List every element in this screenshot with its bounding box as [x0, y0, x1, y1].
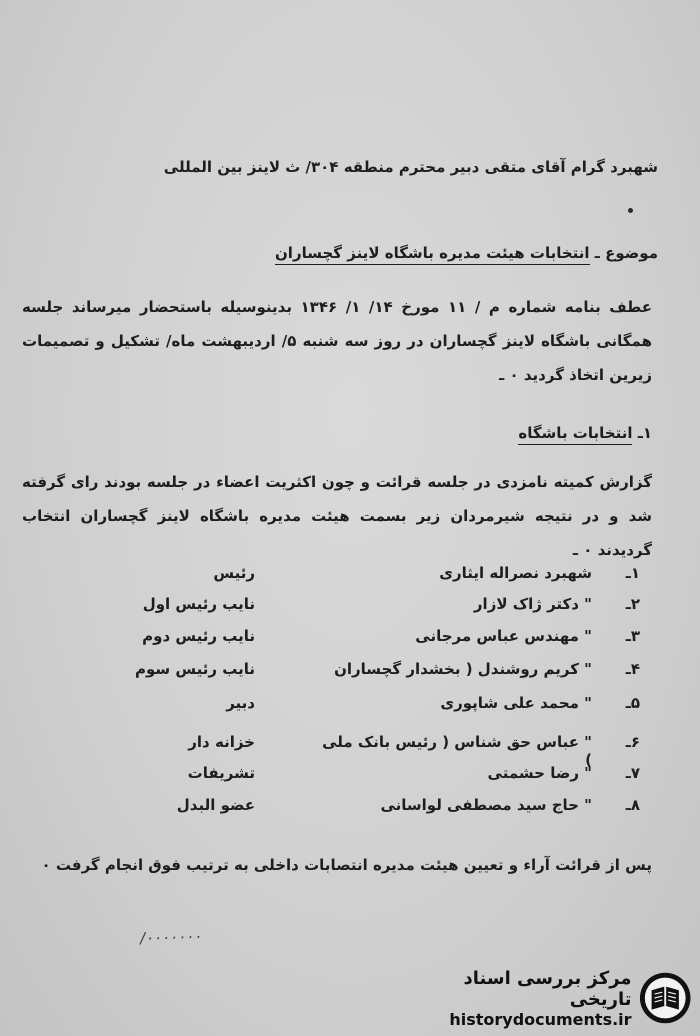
board-row-name: " عباس حق شناس ( رئیس بانک ملی ): [322, 733, 592, 769]
subject-label: موضوع ـ: [589, 244, 658, 262]
board-row-name: " دکتر ژاک لازار: [473, 595, 592, 613]
board-row-role: نایب رئیس دوم: [142, 627, 255, 645]
paragraph-intro: عطف بنامه شماره م / ۱۱ مورخ ۱۴/ ۱/ ۱۳۴۶ بدینوسیله باستحضار میرساند جلسه همگانی باشگاه لاینز گچساران در روز سه شنبه ۵/ اردیبهشت ماه/ تشکیل و تصمیمات زیرین اتخاذ گردید ۰ ـ: [22, 298, 652, 384]
board-row-role: دبیر: [226, 694, 255, 712]
section-number: ۱ـ: [632, 424, 652, 442]
board-row-name: شهبرد نصراله ایثاری: [439, 564, 592, 582]
board-row-number: ۶ـ: [625, 733, 640, 751]
ink-dot: [628, 208, 633, 213]
board-row-role: خزانه دار: [188, 733, 255, 751]
board-row: [0, 627, 700, 651]
board-row: [0, 764, 700, 788]
addressee-line: شهبرد گرام آقای متقی دبیر محترم منطقه ۳۰۴/ ث لاینز بین المللی: [163, 158, 658, 176]
board-row-name: " رضا حشمتی: [487, 764, 592, 782]
watermark-text: [402, 968, 632, 1029]
closing-line: پس از قرائت آراء و تعیین هیئت مدیره انتصابات داخلی به ترتیب فوق انجام گرفت ۰: [41, 856, 652, 874]
subject-line: [275, 244, 658, 262]
watermark-title: مرکز بررسی اسناد تاریخی: [463, 967, 632, 1010]
board-row-number: ۵ـ: [625, 694, 640, 712]
board-row-name: " محمد علی شاپوری: [440, 694, 592, 712]
board-row-name: " کریم روشندل ( بخشدار گچساران: [334, 660, 592, 678]
watermark-url: historydocuments.ir: [449, 1009, 632, 1029]
paragraph-report: گزارش کمیته نامزدی در جلسه قرائت و چون اکثریت اعضاء در جلسه بودند رای گرفته شد و در نتیجه شیرمردان زیر بسمت هیئت مدیره باشگاه لاینز گچساران انتخاب گردیدند ۰ ـ: [22, 473, 652, 559]
board-row-name: " مهندس عباس مرجانی: [415, 627, 592, 645]
board-row-number: ۸ـ: [625, 796, 640, 814]
book-seal-icon: [638, 970, 692, 1026]
board-row-role: نایب رئیس اول: [142, 595, 255, 613]
handwritten-note: /۰۰۰۰۰۰۰: [139, 926, 202, 948]
board-row: [0, 564, 700, 588]
section-title: انتخابات باشگاه: [518, 424, 632, 445]
subject-text: انتخابات هیئت مدیره باشگاه لاینز گچساران: [275, 244, 590, 265]
board-row-number: ۴ـ: [625, 660, 640, 678]
board-row-number: ۳ـ: [625, 627, 640, 645]
board-row: [0, 796, 700, 820]
board-row: [0, 733, 700, 769]
board-row: [0, 694, 700, 718]
board-row-role: عضو البدل: [176, 796, 255, 814]
board-row-number: ۲ـ: [625, 595, 640, 613]
board-row-role: تشریفات: [187, 764, 255, 782]
board-row-number: ۱ـ: [625, 564, 640, 582]
board-row-name: " حاج سید مصطفی لواسانی: [380, 796, 592, 814]
board-row-role: رئیس: [213, 564, 255, 582]
board-row-role: نایب رئیس سوم: [135, 660, 255, 678]
section-heading: [518, 424, 652, 442]
board-row: [0, 660, 700, 684]
archive-watermark: [402, 966, 692, 1030]
board-row-number: ۷ـ: [625, 764, 640, 782]
board-row: [0, 595, 700, 619]
